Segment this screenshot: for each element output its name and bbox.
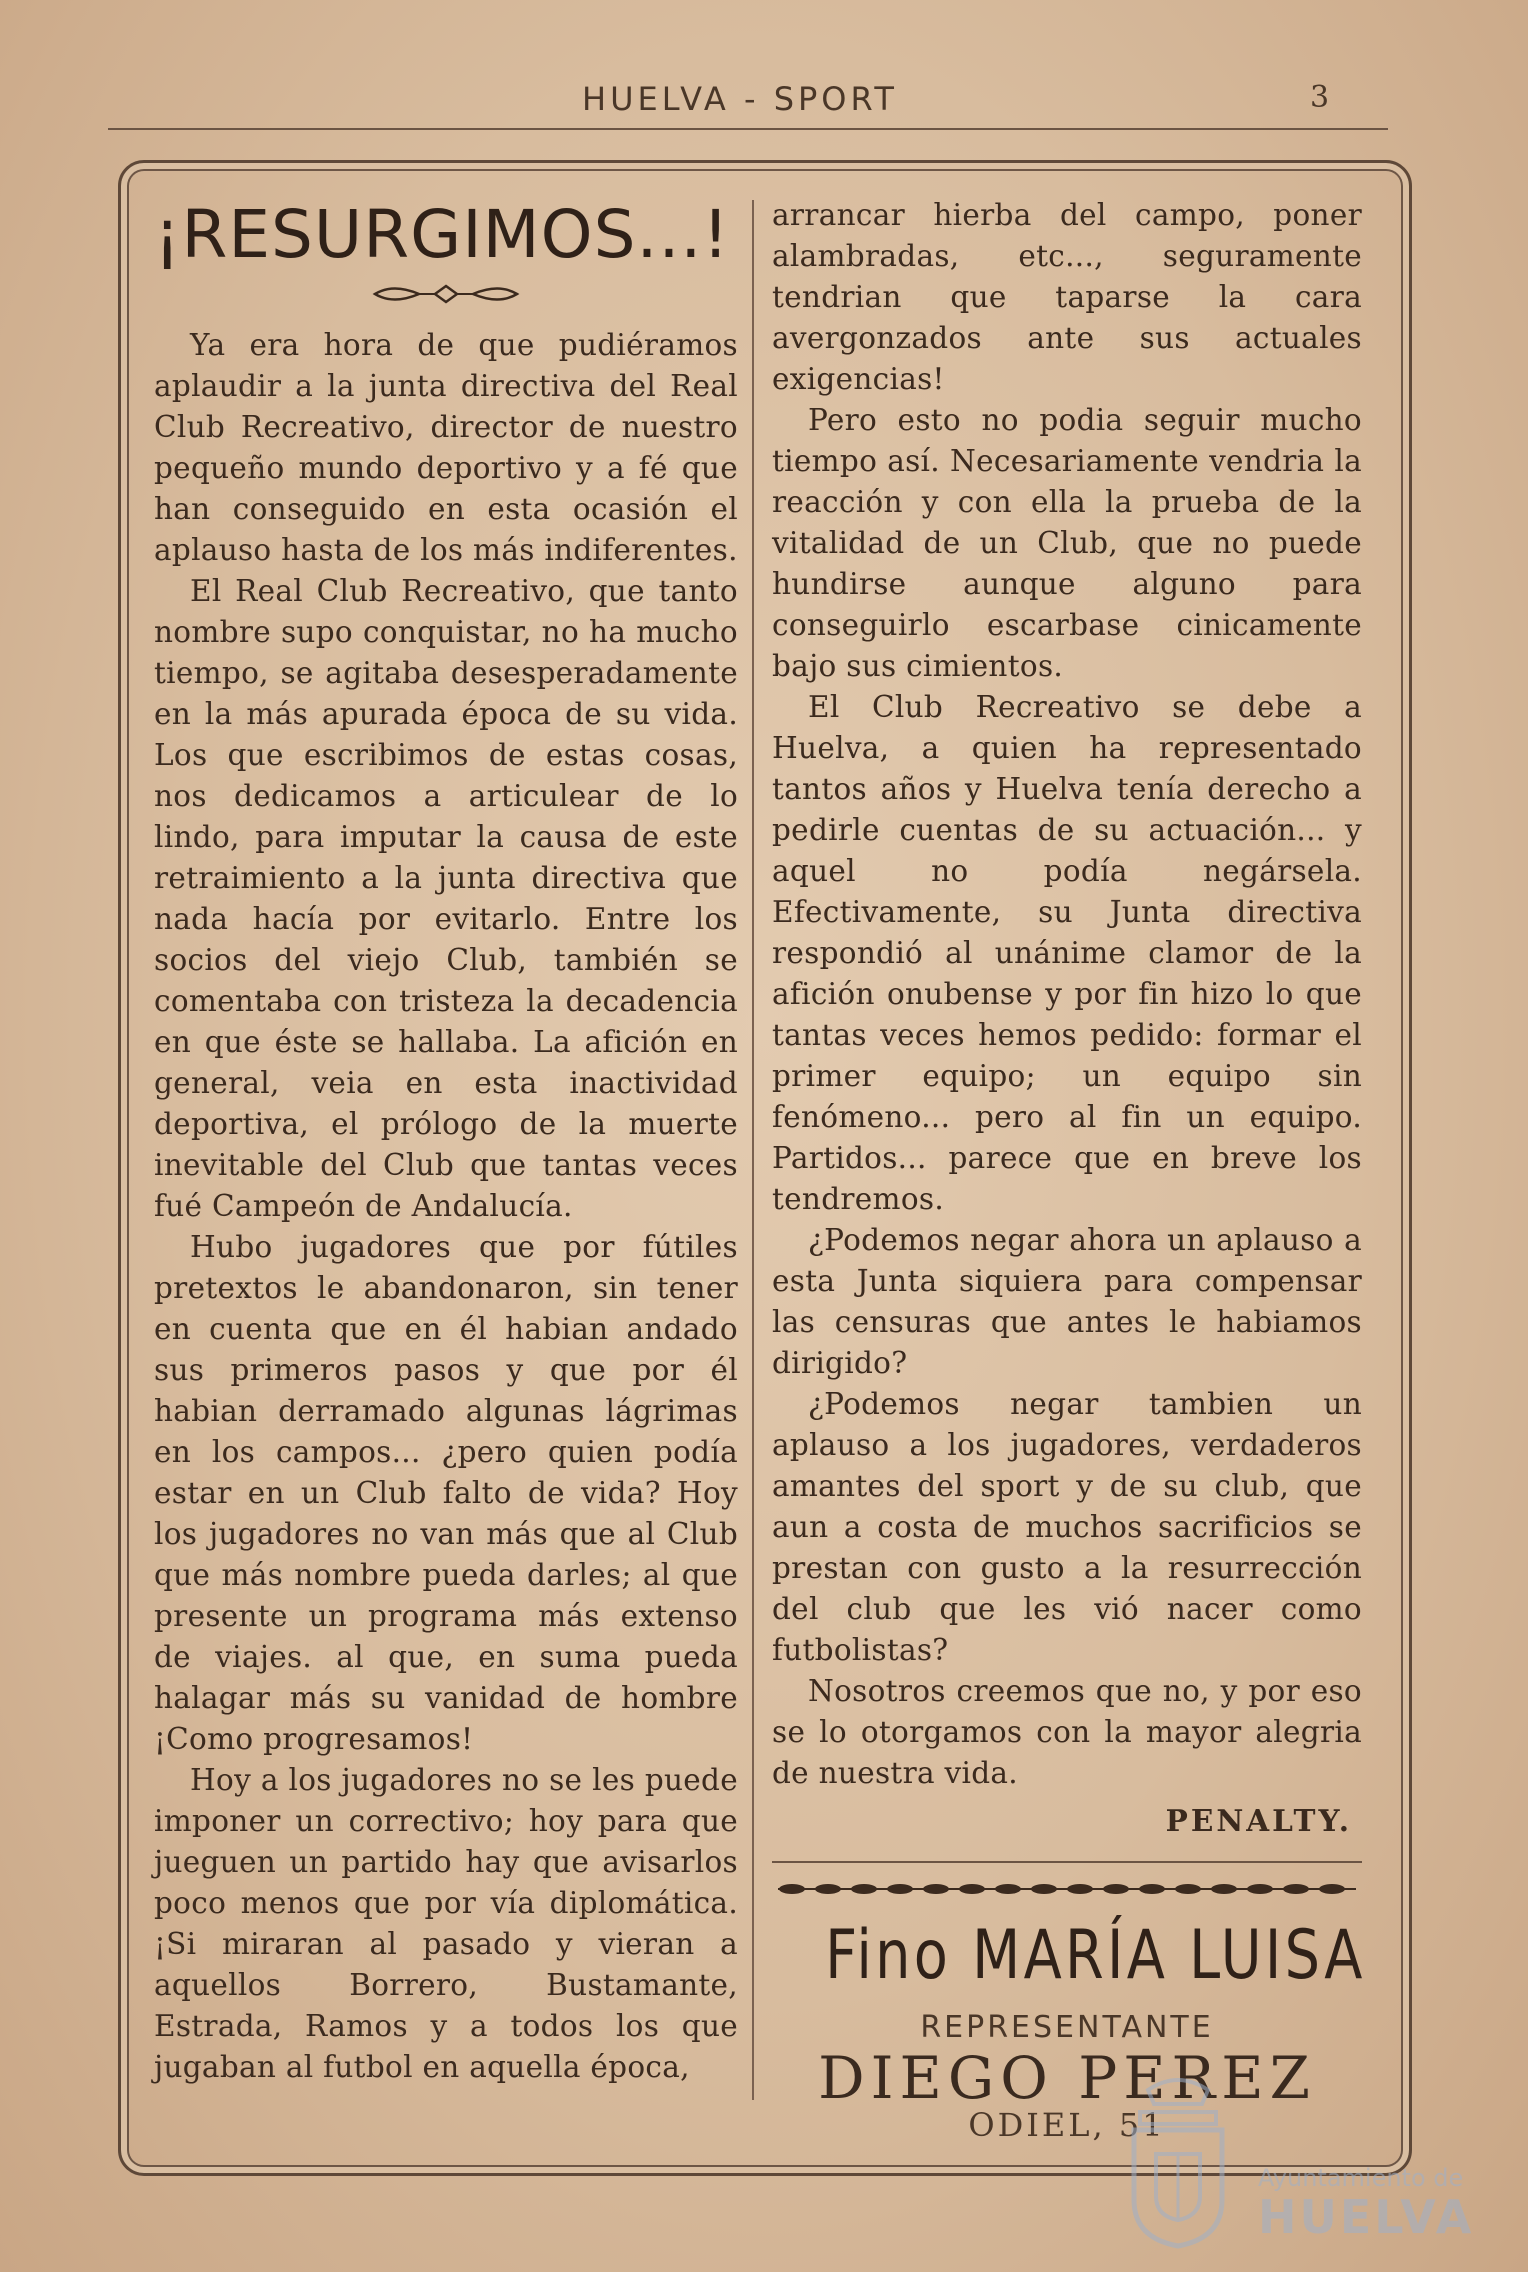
watermark-line1: Ayuntamiento de (1258, 2164, 1464, 2192)
article-paragraph: ¿Podemos negar ahora un aplauso a esta Junta siquiera para compensar las censuras que antes le habiamos dirigido? (772, 1223, 1362, 1380)
article-title: ¡RESURGIMOS...! (154, 196, 730, 273)
article-signature: PENALTY. (1165, 1803, 1352, 1838)
header-rule (108, 128, 1388, 130)
article-paragraph: Hoy a los jugadores no se les puede imponer un correctivo; hoy para que jueguen un partido hay que avisarlos poco menos que por vía diplomática. ¡Si miraran al pasado y vieran a aquellos Borrero, Bustamante, Estrada, Ramos y a todos los que jugaban al futbol en aquella época, (154, 1763, 738, 2084)
article-paragraph: El Club Recreativo se debe a Huelva, a quien ha representado tantos años y Huelva tenía derecho a pedirle cuentas de su actuación... y aquel no podía negársela. Efectivamente, su Junta directiva respondió al unánime clamor de la afición onubense y por fin hizo lo que tantas veces hemos pedido: formar el primer equipo; un equipo sin fenómeno... pero al fin un equipo. Partidos... parece que en breve los tendremos. (772, 690, 1362, 1216)
ad-representative-name: DIEGO PEREZ (818, 2044, 1316, 2112)
ad-address: ODIEL, 51 (968, 2106, 1166, 2144)
article-paragraph: ¿Podemos negar tambien un aplauso a los jugadores, verdaderos amantes del sport y de su club, que aun a costa de muchos sacrificios se prestan con gusto a la resurrección del club que les vió nacer como futbolistas? (772, 1387, 1362, 1667)
article-paragraph: Ya era hora de que pudiéramos aplaudir a la junta directiva del Real Club Recreativo, director de nuestro pequeño mundo deportivo y a fé que han conseguido en esta ocasión el aplauso hasta de los más indiferentes. (154, 328, 738, 567)
right-column (772, 195, 1366, 2146)
chain-border-icon (772, 1871, 1362, 1895)
article-paragraph: Nosotros creemos que no, y por eso se lo otorgamos con la mayor alegria de nuestra vida. (772, 1674, 1362, 1790)
coat-of-arms-icon (1118, 2070, 1238, 2250)
running-head: HUELVA - SPORT (582, 80, 898, 118)
article-paragraph-continued: arrancar hierba del campo, poner alambradas, etc..., seguramente tendrian que taparse la cara avergonzados ante sus actuales exigencias! (772, 198, 1362, 396)
ad-role: REPRESENTANTE (920, 2010, 1214, 2045)
article-paragraph: El Real Club Recreativo, que tanto nombre supo conquistar, no ha mucho tiempo, se agitaba desesperadamente en la más apurada época de su vida. Los que escribimos de estas cosas, nos dedicamos a articulear de lo lindo, para imputar la causa de este retraimiento a la junta directiva que nada hacía por evitarlo. Entre los socios del viejo Club, también se comentaba con tristeza la decadencia en que éste se hallaba. La afición en general, veia en esta inactividad deportiva, el prólogo de la muerte inevitable del Club que tantas veces fué Campeón de Andalucía. (154, 574, 738, 1223)
ad-product-name: Fino MARÍA LUISA (825, 1916, 1366, 1995)
watermark-line2: HUELVA (1258, 2190, 1475, 2244)
advert-rule (772, 1861, 1362, 1863)
left-column (154, 195, 738, 2088)
column-divider (752, 200, 754, 2100)
article-paragraph: Hubo jugadores que por fútiles pretextos le abandonaron, sin tener en cuenta que en él habian andado sus primeros pasos y que por él habian derramado algunas lágrimas en los campos... ¿pero quien podía estar en un Club falto de vida? Hoy los jugadores no van más que al Club que más nombre pueda darles; al que presente un programa más extenso de viajes. al que, en suma pueda halagar más su vanidad de hombre ¡Como progresamos! (154, 1230, 738, 1756)
ornament-divider-icon (154, 279, 738, 323)
article-paragraph: Pero esto no podia seguir mucho tiempo así. Necesariamente vendria la reacción y con ella la prueba de la vitalidad de un Club, que no puede hundirse aunque alguno para conseguirlo escarbase cinicamente bajo sus cimientos. (772, 403, 1362, 683)
archive-watermark (1118, 2070, 1518, 2260)
page-number: 3 (1310, 80, 1330, 115)
